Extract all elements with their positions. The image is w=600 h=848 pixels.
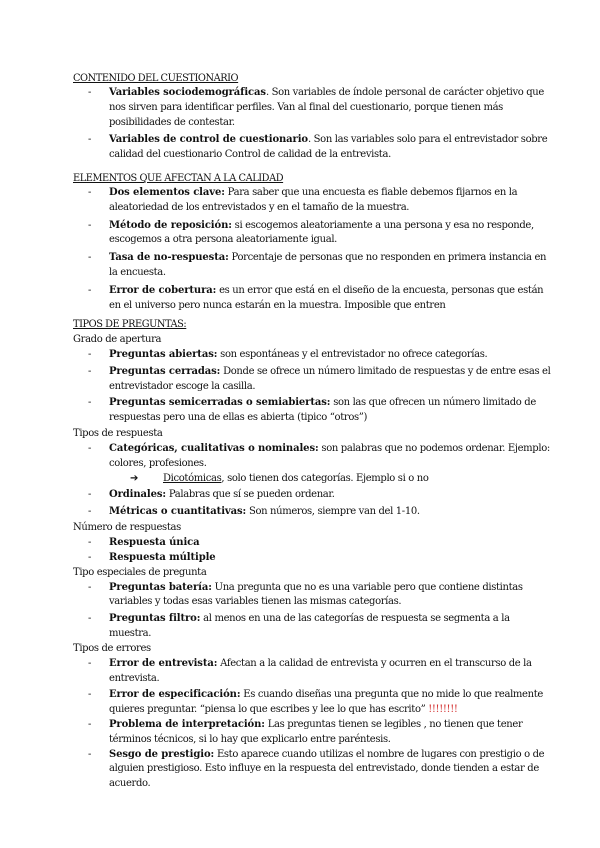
list-item <box>73 612 553 642</box>
item-term: Error de entrevista: <box>109 657 218 669</box>
list-item <box>73 186 553 216</box>
group-label: Tipos de respuesta <box>73 427 163 439</box>
item-term: Dicotómicas <box>163 472 222 484</box>
bullet-dash: - <box>88 536 92 548</box>
item-text: al menos en una de las categorías de respuesta se segmenta a la muestra. <box>109 613 510 639</box>
item-text: son las que ofrecen un número limitado de respuestas pero una de ellas es abierta (tipico “otros”) <box>109 397 536 424</box>
item-text: . Son variables de índole personal de carácter objetivo que nos sirven para identificar perfiles. Van al final del cuestionario, porque tienen más posibilidades de contestar. <box>109 87 544 128</box>
group-label: Tipos de errores <box>73 642 151 654</box>
list-item <box>73 251 553 281</box>
list-item <box>73 551 553 566</box>
item-term: Error de cobertura: <box>109 284 217 296</box>
item-term: Preguntas semicerradas o semiabiertas: <box>109 397 331 409</box>
item-term: Preguntas batería: <box>109 581 212 593</box>
item-text: es un error que está en el diseño de la encuesta, personas que están en el universo pero nunca estarán en la muestra. Imposible que entren <box>109 284 544 311</box>
item-text: Son números, siempre van del 1-10. <box>246 506 420 518</box>
list-item <box>73 718 553 748</box>
list-item <box>73 133 553 163</box>
list-item <box>73 581 553 611</box>
list-item <box>73 396 553 426</box>
bullet-dash: - <box>88 397 92 409</box>
item-text: Las preguntas tienen se legibles , no tienen que tener términos técnicos, si lo hay que explicarlo entre paréntesis. <box>109 718 523 745</box>
item-term: Categóricas, cualitativas o nominales: <box>109 442 319 454</box>
item-term: Preguntas abiertas: <box>109 349 218 360</box>
section-contenido <box>73 73 553 163</box>
bullet-dash: - <box>88 689 92 701</box>
bullet-dash: - <box>88 489 92 501</box>
item-text: Es cuando diseñas una pregunta que no mide lo que realmente quieres preguntar. “piensa lo que escribes y lee lo que has escrito” <box>109 689 543 716</box>
list-item <box>73 748 553 792</box>
bullet-dash: - <box>88 657 92 669</box>
item-term: Tasa de no-respuesta: <box>109 252 229 264</box>
bullet-dash: - <box>88 365 92 377</box>
item-term: Dos elementos clave: <box>109 187 225 198</box>
item-text: son espontáneas y el entrevistador no ofrece categorías. <box>217 349 488 360</box>
item-text: Para saber que una encuesta es fiable debemos fijarnos en la aleatoriedad de los entrevistados y en el tamaño de la muestra. <box>109 187 518 213</box>
item-term: Sesgo de prestigio: <box>109 748 215 760</box>
bullet-dash: - <box>88 284 92 296</box>
section-heading: CONTENIDO DEL CUESTIONARIO <box>73 73 239 84</box>
bullet-dash: - <box>88 581 92 593</box>
item-term: Preguntas cerradas: <box>109 365 221 377</box>
list-item <box>73 505 553 520</box>
item-text: Afectan a la calidad de entrevista y ocurren en el transcurso de la entrevista. <box>109 657 532 684</box>
exclamation-marks: !!!!!!!! <box>425 704 458 716</box>
bullet-dash: - <box>88 87 92 98</box>
section-elementos <box>73 173 553 313</box>
section-heading: ELEMENTOS QUE AFECTAN A LA CALIDAD <box>73 173 284 184</box>
list-item <box>73 488 553 503</box>
item-text: si escogemos aleatoriamente a una persona y esa no responde, escogemos a otra persona aleatoriamente igual. <box>109 219 534 246</box>
item-term: Preguntas filtro: <box>109 613 201 625</box>
list-item <box>73 348 553 363</box>
item-term: Respuesta múltiple <box>109 551 216 563</box>
group-label: Grado de apertura <box>73 334 162 345</box>
item-text: . Son las variables solo para el entrevistador sobre calidad del cuestionario Control de calidad de la entrevista. <box>109 134 548 161</box>
list-item <box>73 688 553 718</box>
bullet-dash: - <box>88 187 92 198</box>
item-term: Métricas o cuantitativas: <box>109 506 247 518</box>
bullet-dash: - <box>88 349 92 360</box>
bullet-dash: - <box>88 748 92 760</box>
bullet-dash: - <box>88 219 92 231</box>
section-heading: TIPOS DE PREGUNTAS: <box>73 319 187 330</box>
item-text: Porcentaje de personas que no responden en primera instancia en la encuesta. <box>109 252 547 278</box>
bullet-dash: - <box>88 718 92 730</box>
list-item <box>73 86 553 130</box>
item-term: Problema de interpretación: <box>109 718 265 730</box>
bullet-dash: - <box>88 506 92 518</box>
list-item <box>73 365 553 395</box>
bullet-dash: - <box>88 613 92 625</box>
list-item <box>73 219 553 249</box>
list-item <box>73 284 553 314</box>
item-term: Ordinales: <box>109 489 167 501</box>
item-term: Variables sociodemográficas <box>109 87 266 98</box>
item-term: Error de especificación: <box>109 689 241 701</box>
bullet-dash: - <box>88 134 92 146</box>
group-label: Número de respuestas <box>73 521 181 533</box>
bullet-dash: - <box>88 442 92 454</box>
item-term: Método de reposición: <box>109 219 232 231</box>
item-text: Esto aparece cuando utilizas el nombre de lugares con prestigio o de alguien prestigioso. Esto influye en la respuesta del entrevistado, donde tienden a estar de acuerdo. <box>109 748 545 790</box>
item-text: , solo tienen dos categorías. Ejemplo si o no <box>221 472 429 484</box>
item-text: Palabras que sí se pueden ordenar. <box>166 489 335 501</box>
list-item <box>73 657 553 687</box>
item-text: Una pregunta que no es una variable pero que contiene distintas variables y todas esas variables tienen las mismas categorías. <box>109 581 523 608</box>
item-text: Donde se ofrece un número limitado de respuestas y de entre esas el entrevistador escoge la casilla. <box>109 365 551 392</box>
list-item <box>73 536 553 551</box>
group-label: Tipo especiales de pregunta <box>73 566 207 578</box>
sub-list-item <box>73 472 553 487</box>
bullet-dash: - <box>88 252 92 264</box>
section-tipos-preguntas <box>73 319 553 792</box>
bullet-dash: - <box>88 551 92 563</box>
arrow-icon: ➔ <box>130 472 139 484</box>
list-item <box>73 442 553 472</box>
item-term: Respuesta única <box>109 536 200 548</box>
item-text: son palabras que no podemos ordenar. Ejemplo: colores, profesiones. <box>109 442 550 469</box>
item-term: Variables de control de cuestionario <box>109 134 308 146</box>
